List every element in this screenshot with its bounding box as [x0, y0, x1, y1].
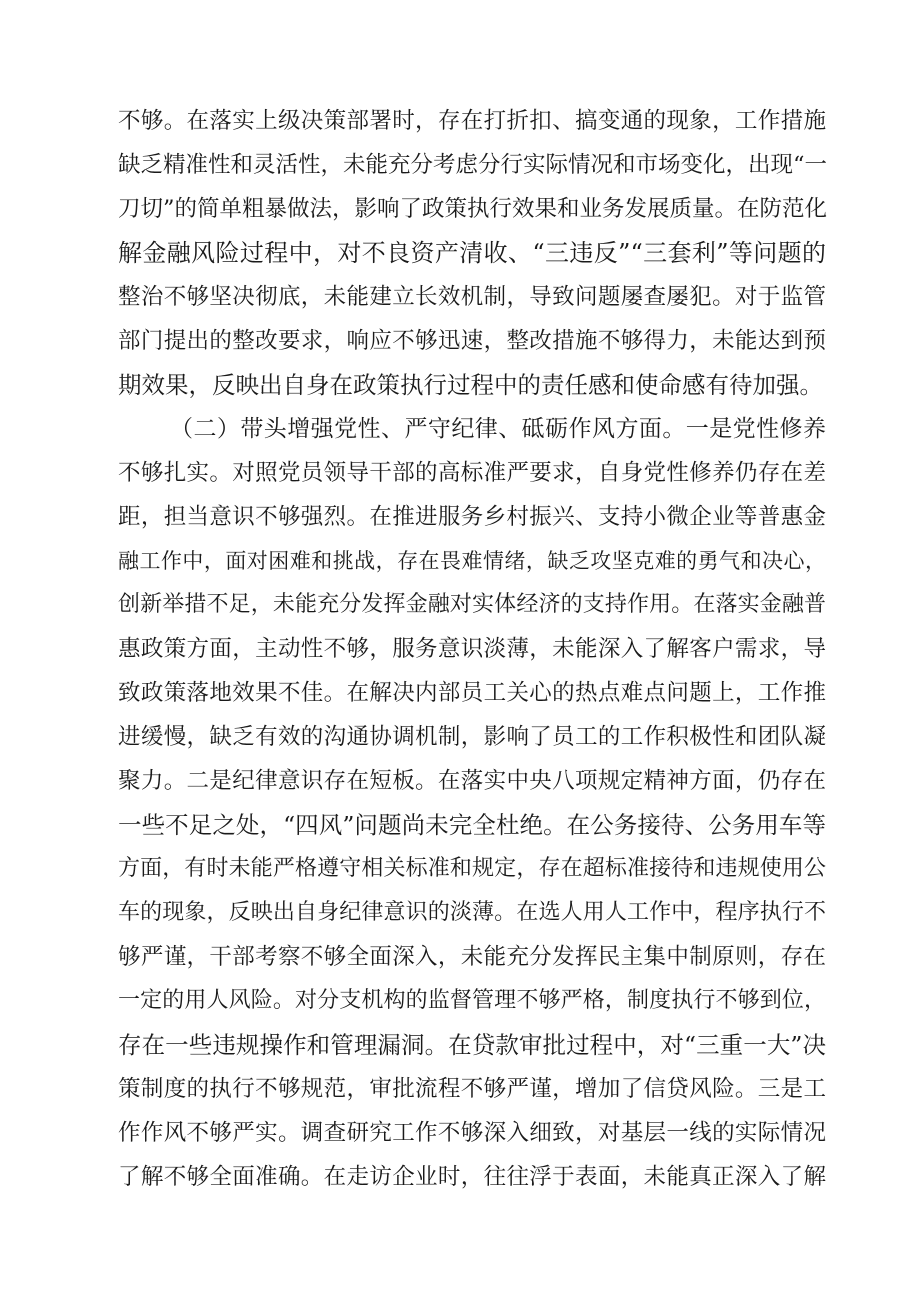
- text-line: 策制度的执行不够规范，审批流程不够严谨，增加了信贷风险。三是工: [118, 1076, 826, 1102]
- text-line: 缺乏精准性和灵活性，未能充分考虑分行实际情况和市场变化，出现“一: [118, 152, 828, 178]
- text-line: 作作风不够严实。调查研究工作不够深入细致，对基层一线的实际情况: [118, 1120, 826, 1146]
- text-line: 一定的用人风险。对分支机构的监督管理不够严格，制度执行不够到位，: [118, 988, 826, 1013]
- text-line: 进缓慢，缺乏有效的沟通协调机制，影响了员工的工作积极性和团队凝: [118, 724, 826, 750]
- paragraph-end-line: 期效果，反映出自身在政策执行过程中的责任感和使命感有待加强。: [118, 371, 823, 399]
- text-line: 惠政策方面，主动性不够，服务意识淡薄，未能深入了解客户需求，导: [118, 636, 826, 662]
- text-line: 聚力。二是纪律意识存在短板。在落实中央八项规定精神方面，仍存在: [118, 768, 826, 794]
- text-line: 创新举措不足，未能充分发挥金融对实体经济的支持作用。在落实金融普: [118, 592, 826, 617]
- text-line: 了解不够全面准确。在走访企业时，往往浮于表面，未能真正深入了解: [118, 1164, 826, 1190]
- text-line: 方面，有时未能严格遵守相关标准和规定，存在超标准接待和违规使用公: [118, 856, 826, 881]
- text-line: 致政策落地效果不佳。在解决内部员工关心的热点难点问题上，工作推: [118, 680, 826, 706]
- section-heading-line: （二）带头增强党性、严守纪律、砥砺作风方面。一是党性修养: [170, 416, 826, 442]
- text-line: 不够扎实。对照党员领导干部的高标准严要求，自身党性修养仍存在差: [118, 460, 826, 486]
- text-line: 刀切”的简单粗暴做法，影响了政策执行效果和业务发展质量。在防范化: [118, 196, 828, 222]
- text-line: 够严谨，干部考察不够全面深入，未能充分发挥民主集中制原则，存在: [118, 944, 826, 970]
- text-line: 车的现象，反映出自身纪律意识的淡薄。在选人用人工作中，程序执行不: [118, 900, 826, 925]
- text-line: 一些不足之处，“四风”问题尚未完全杜绝。在公务接待、公务用车等: [118, 811, 826, 839]
- text-line: 存在一些违规操作和管理漏洞。在贷款审批过程中，对“三重一大”决: [118, 1031, 826, 1059]
- text-line: 解金融风险过程中，对不良资产清收、“三违反”“三套利”等问题的: [118, 239, 826, 267]
- text-line: 部门提出的整改要求，响应不够迅速，整改措施不够得力，未能达到预: [118, 328, 826, 354]
- text-line: 融工作中，面对困难和挑战，存在畏难情绪，缺乏攻坚克难的勇气和决心，: [118, 549, 826, 573]
- text-line: 不够。在落实上级决策部署时，存在打折扣、搞变通的现象，工作措施: [118, 108, 826, 134]
- text-line: 距，担当意识不够强烈。在推进服务乡村振兴、支持小微企业等普惠金: [118, 504, 826, 530]
- text-line: 整治不够坚决彻底，未能建立长效机制，导致问题屡查屡犯。对于监管: [118, 284, 826, 310]
